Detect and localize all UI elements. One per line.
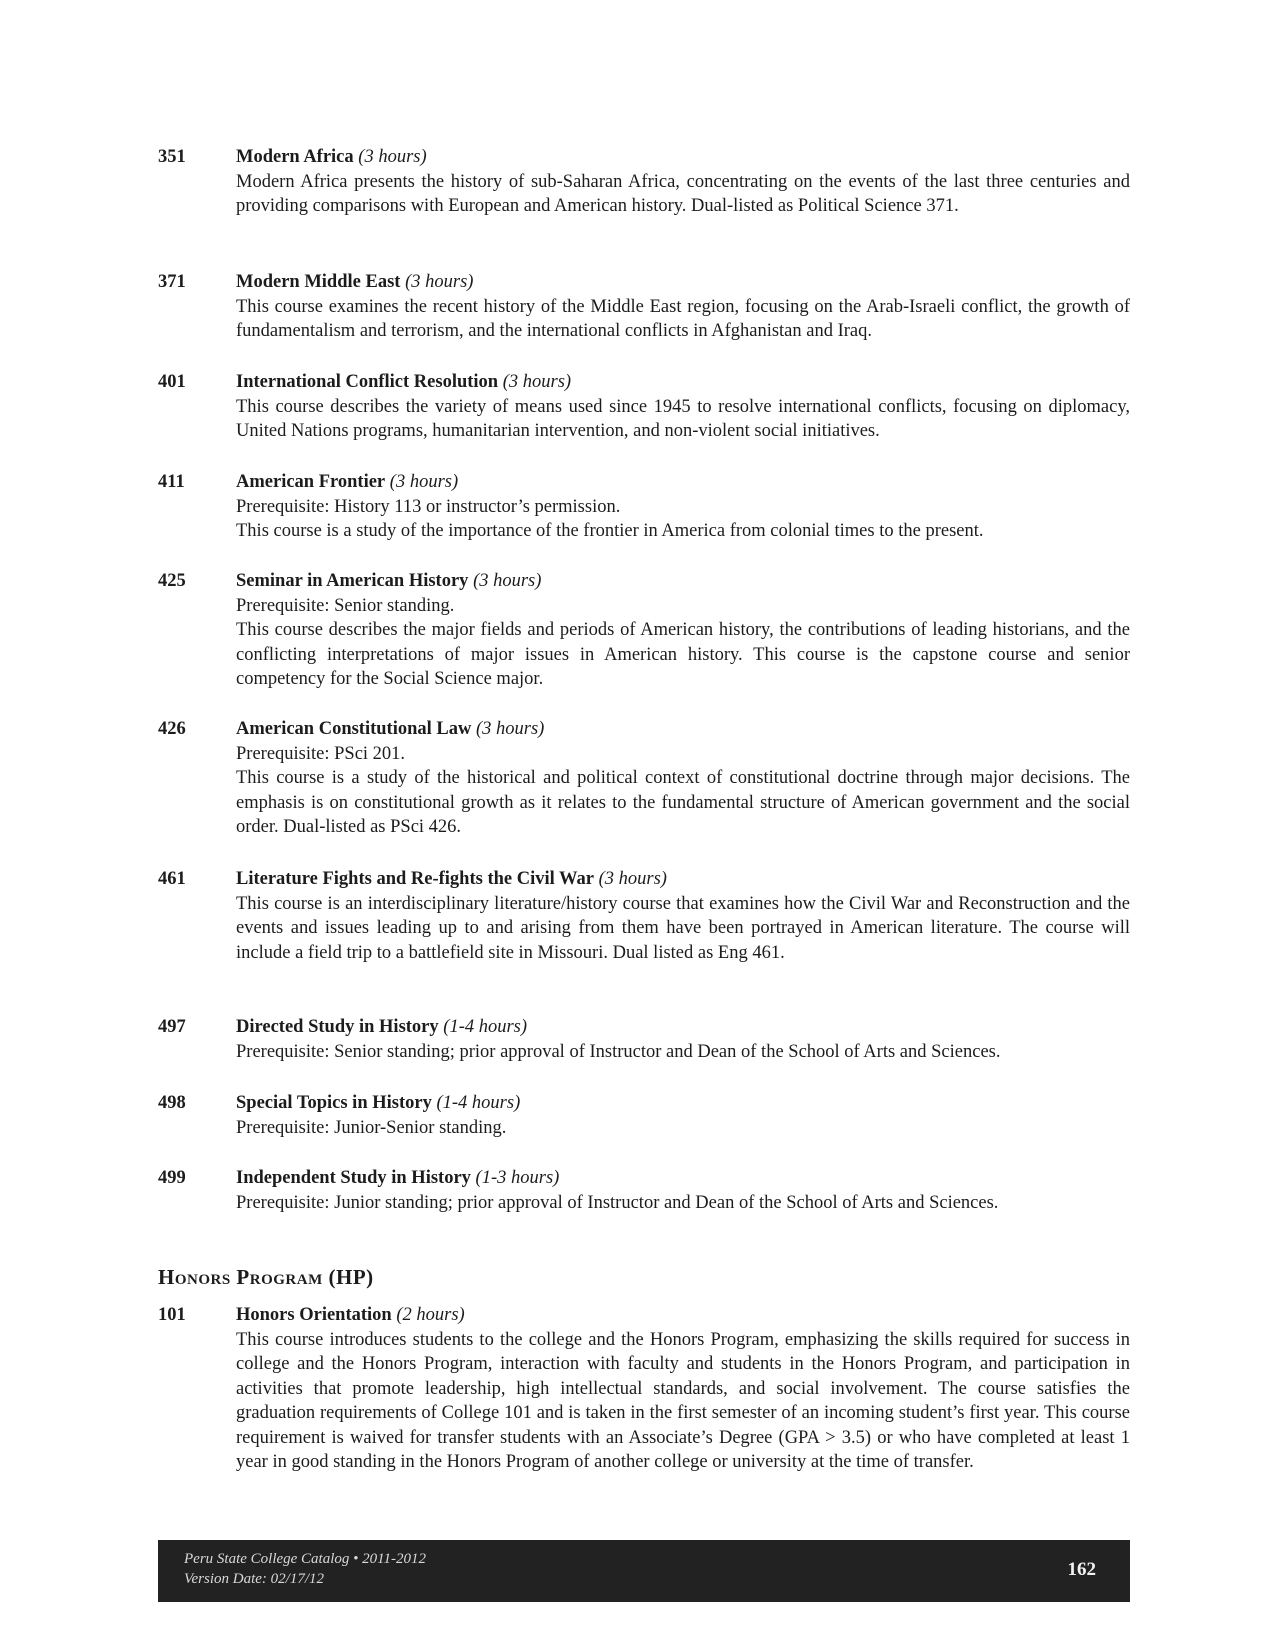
course-description: This course is a study of the importance of the frontier in America from colonial times to the present. [236,521,984,541]
course-number: 401 [158,372,186,392]
course-description: This course is a study of the historical and political context of constitutional doctrine through major decisions. The emphasis is on constitutional growth as it relates to the fundamental structure of American government and the social order. Dual-listed as PSci 426. [236,768,1130,837]
course-number: 499 [158,1168,186,1188]
course-description: This course is an interdisciplinary literature/history course that examines how the Civil War and Reconstruction and the events and issues leading up to and arising from them have been portrayed in American literature. The course will include a field trip to a battlefield site in Missouri. Dual listed as Eng 461. [236,893,1130,963]
course-entry [158,370,1130,444]
course-entry [158,1015,1130,1064]
course-hours: (1-4 hours) [443,1017,528,1037]
course-number: 426 [158,719,186,739]
course-entry [158,270,1130,344]
course-title: Directed Study in History [236,1017,439,1037]
page-footer [158,1540,1130,1602]
course-prerequisite: Prerequisite: Junior standing; prior approval of Instructor and Dean of the School of Arts and Sciences. [236,1192,999,1213]
course-title: International Conflict Resolution [236,372,499,392]
course-hours: (3 hours) [473,571,542,591]
section-code: (HP) [328,1265,374,1289]
course-entry [158,867,1130,965]
course-hours: (3 hours) [405,272,474,292]
course-prerequisite: Prerequisite: Junior-Senior standing. [236,1117,507,1138]
course-number: 351 [158,147,186,167]
course-hours: (1-4 hours) [436,1093,521,1113]
course-title: American Frontier [236,472,386,492]
course-entry [158,470,1130,544]
course-hours: (3 hours) [476,719,545,739]
course-hours: (1-3 hours) [475,1168,560,1188]
course-entry [158,1166,1130,1215]
course-hours: (3 hours) [358,147,427,167]
footer-info [184,1549,426,1589]
course-hours: (3 hours) [389,472,459,492]
course-title: Independent Study in History [236,1168,471,1188]
course-prerequisite: Prerequisite: Senior standing. [236,595,455,616]
course-number: 461 [158,869,186,889]
course-entry [158,569,1130,692]
course-hours: (3 hours) [598,869,667,889]
course-number: 498 [158,1093,186,1113]
course-title: Honors Orientation [236,1305,392,1325]
section-title: Honors Program [158,1265,323,1289]
course-description: This course describes the major fields and periods of American history, the contributions of leading historians, and the conflicting interpretations of major issues in American history. This course is the capstone course and senior competency for the Social Science major. [236,620,1130,689]
course-entry [158,1303,1130,1475]
course-title: Modern Africa [236,147,354,167]
section-heading [158,1265,374,1290]
version-date: Version Date: 02/17/12 [184,1571,324,1587]
page-number: 162 [1067,1559,1096,1580]
course-description: This course examines the recent history of the Middle East region, focusing on the Arab-Israeli conflict, the growth of fundamentalism and terrorism, and the international conflicts in Afghanistan and Iraq. [236,296,1130,341]
course-prerequisite: Prerequisite: History 113 or instructor’s permission. [236,496,621,517]
course-entry [158,145,1130,219]
course-prerequisite: Prerequisite: PSci 201. [236,743,406,764]
course-description: This course introduces students to the college and the Honors Program, emphasizing the skills required for success in college and the Honors Program, interaction with faculty and students in the Honors Program, and participation in activities that promote leadership, high intellectual standards, and social involvement. The course satisfies the graduation requirements of College 101 and is taken in the first semester of an incoming student’s first year. This course requirement is waived for transfer students with an Associate’s Degree (GPA > 3.5) or who have completed at least 1 year in good standing in the Honors Program of another college or university at the time of transfer. [236,1329,1130,1472]
course-number: 101 [158,1305,186,1325]
course-hours: (2 hours) [396,1305,465,1325]
course-description: Modern Africa presents the history of sub-Saharan Africa, concentrating on the events of the last three centuries and providing comparisons with European and American history. Dual-listed as Political Science 371. [236,171,1130,216]
course-number: 371 [158,272,186,292]
course-title: Special Topics in History [236,1093,432,1113]
course-title: Modern Middle East [236,272,401,292]
course-number: 425 [158,571,186,591]
course-description: This course describes the variety of means used since 1945 to resolve international conflicts, focusing on diplomacy, United Nations programs, humanitarian intervention, and non-violent social initiatives. [236,396,1130,441]
catalog-title: Peru State College Catalog • 2011-2012 [184,1551,427,1567]
course-number: 497 [158,1017,186,1037]
course-entry [158,717,1130,840]
course-title: Literature Fights and Re-fights the Civil War [236,869,594,889]
course-title: American Constitutional Law [236,719,472,739]
course-prerequisite: Prerequisite: Senior standing; prior approval of Instructor and Dean of the School of Arts and Sciences. [236,1041,1001,1062]
course-hours: (3 hours) [502,372,572,392]
course-number: 411 [158,472,185,492]
course-entry [158,1091,1130,1140]
course-title: Seminar in American History [236,571,469,591]
